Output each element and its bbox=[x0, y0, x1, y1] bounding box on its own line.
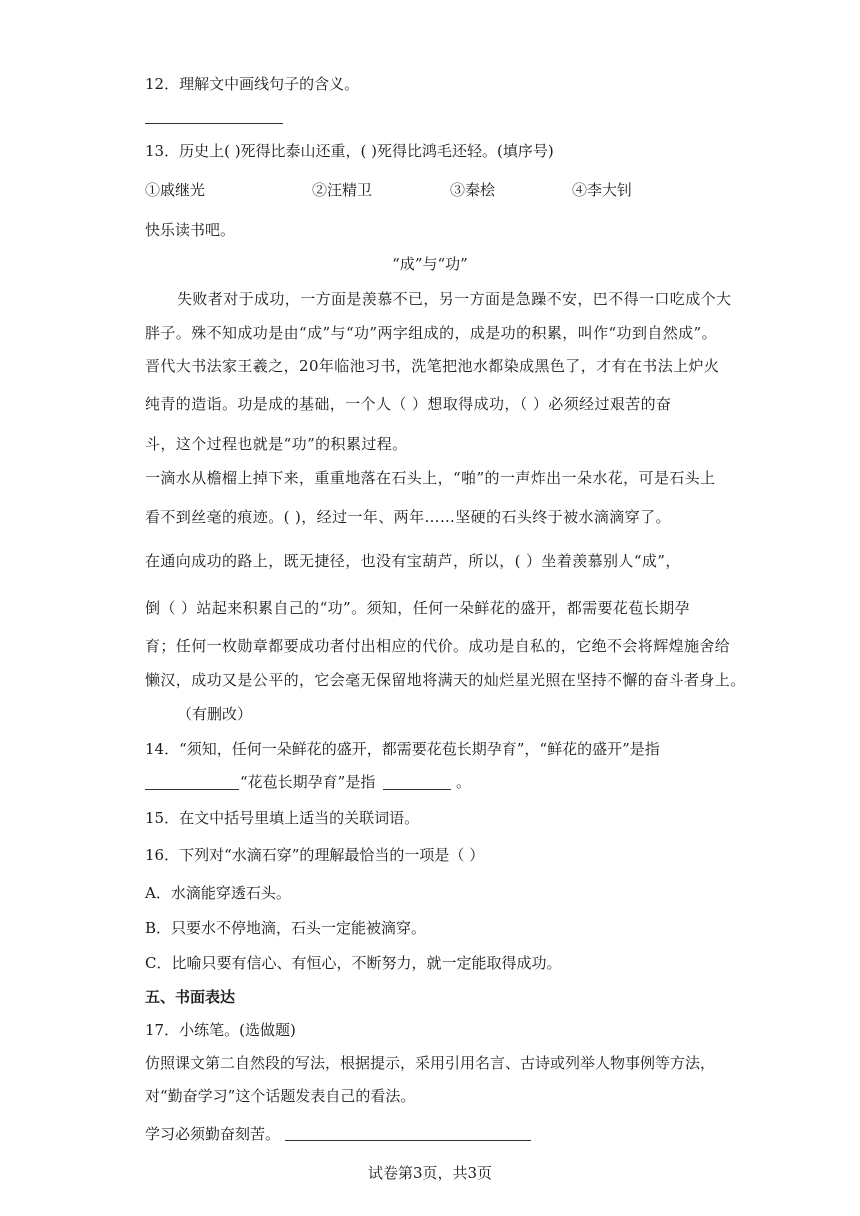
question-17-prompt: 仿照课文第二自然段的写法，根据提示，采用引用名言、古诗或列举人物事例等方法， bbox=[145, 1054, 716, 1072]
question-14: 14．“须知，任何一朵鲜花的盛开，都需要花苞长期孕育”，“鲜花的盛开”是指 bbox=[145, 740, 660, 758]
option-13-3: ③秦桧 bbox=[450, 181, 496, 199]
question-14-end: 。 bbox=[456, 773, 472, 791]
option-16-b: B．只要水不停地滴，石头一定能被滴穿。 bbox=[145, 919, 427, 937]
question-12: 12．理解文中画线句子的含义。 bbox=[145, 75, 360, 93]
option-13-4: ④李大钊 bbox=[572, 181, 633, 199]
question-16: 16．下列对“水滴石穿”的理解最恰当的一项是（ ） bbox=[145, 846, 485, 864]
article-line: 晋代大书法家王羲之，20年临池习书，洗笔把池水都染成黑色了，才有在书法上炉火 bbox=[145, 357, 720, 375]
option-16-c: C．比喻只要有信心、有恒心，不断努力，就一定能取得成功。 bbox=[145, 954, 562, 972]
article-line: 一滴水从檐榴上掉下来，重重地落在石头上，“啪”的一声炸出一朵水花，可是石头上 bbox=[145, 469, 716, 487]
article-source-note: （有删改） bbox=[177, 705, 253, 723]
article-line: 纯青的造诣。功是成的基础，一个人（ ）想取得成功，（ ）必须经过艰苦的奋 bbox=[145, 395, 672, 413]
section-heading: 五、书面表达 bbox=[145, 988, 236, 1006]
answer-line-12[interactable] bbox=[145, 123, 283, 124]
article-line: 胖子。殊不知成功是由“成”与“功”两字组成的，成是功的积累，叫作“功到自然成”。 bbox=[145, 324, 718, 342]
answer-line-17[interactable] bbox=[285, 1140, 531, 1141]
article-line: 倒（ ）站起来积累自己的“功”。须知，任何一朵鲜花的盛开，都需要花苞长期孕 bbox=[145, 599, 690, 617]
article-line: 懒汉，成功又是公平的，它会毫无保留地将满天的灿烂星光照在坚持不懈的奋斗者身上。 bbox=[145, 671, 746, 689]
answer-line-14b[interactable] bbox=[383, 789, 451, 790]
question-17-starter: 学习必须勤奋刻苦。 bbox=[145, 1125, 281, 1143]
option-13-2: ②汪精卫 bbox=[312, 181, 373, 199]
article-line: 看不到丝毫的痕迹。( )，经过一年、两年……坚硬的石头终于被水滴滴穿了。 bbox=[145, 508, 671, 526]
question-15: 15．在文中括号里填上适当的关联词语。 bbox=[145, 809, 420, 827]
article-line: 育；任何一枚勋章都要成功者付出相应的代价。成功是自私的，它绝不会将辉煌施舍给 bbox=[145, 637, 731, 655]
page-footer: 试卷第3页，共3页 bbox=[367, 1164, 493, 1182]
reading-intro: 快乐读书吧。 bbox=[145, 221, 236, 239]
option-13-1: ①戚继光 bbox=[145, 181, 206, 199]
article-line: 在通向成功的路上，既无捷径，也没有宝葫芦，所以，( ）坐着羡慕别人“成”， bbox=[145, 552, 681, 570]
question-13: 13．历史上( )死得比泰山还重，( )死得比鸿毛还轻。(填序号) bbox=[145, 142, 554, 160]
option-16-a: A．水滴能穿透石头。 bbox=[145, 884, 291, 902]
article-line: 斗，这个过程也就是“功”的积累过程。 bbox=[145, 435, 408, 453]
question-17: 17．小练笔。(选做题) bbox=[145, 1021, 296, 1039]
question-14-part2: “花苞长期孕育”是指 bbox=[240, 773, 376, 791]
answer-line-14a[interactable] bbox=[145, 789, 239, 790]
article-line: 失败者对于成功，一方面是羡慕不已，另一方面是急躁不安，巴不得一口吃成个大 bbox=[177, 290, 732, 308]
article-title: “成”与“功” bbox=[392, 255, 468, 273]
question-17-prompt: 对“勤奋学习”这个话题发表自己的看法。 bbox=[145, 1087, 416, 1105]
